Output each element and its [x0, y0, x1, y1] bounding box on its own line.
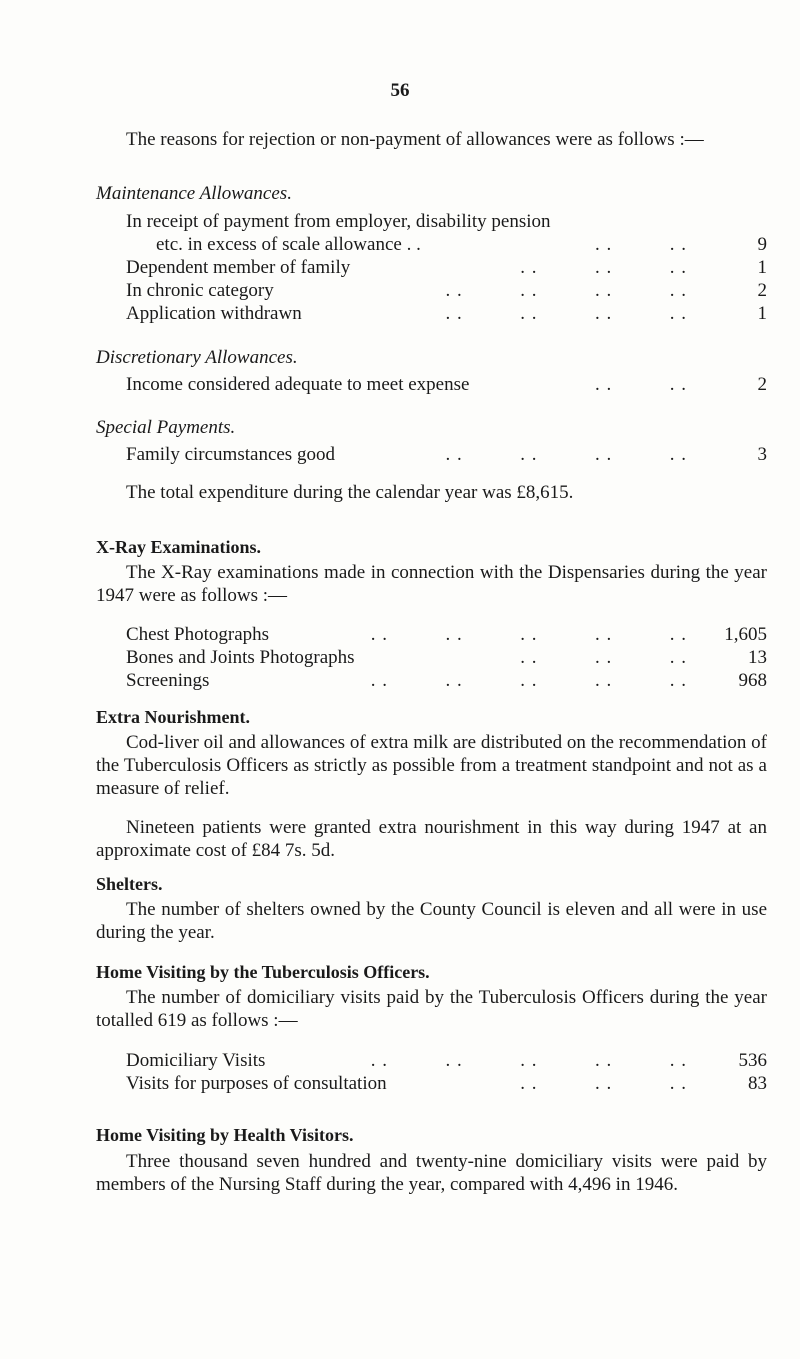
- maintenance-row-2: [126, 256, 767, 279]
- row-label: Visits for purposes of consultation: [126, 1073, 387, 1094]
- home-tb-paragraph: The number of domiciliary visits paid by the Tuberculosis Officers during the year totalled 619 as follows :—: [96, 987, 767, 1031]
- xray-paragraph: The X-Ray examinations made in connection with the Dispensaries during the year 1947 were as follows :—: [96, 562, 767, 606]
- nourishment-heading: Extra Nourishment.: [96, 707, 250, 727]
- leader-dots: . . . .: [595, 374, 687, 395]
- total-text: The total expenditure during the calendar year was £8,615.: [126, 482, 574, 503]
- special-heading: Special Payments.: [96, 417, 236, 438]
- xray-row-2: [126, 646, 767, 669]
- home-hv-heading: Home Visiting by Health Visitors.: [96, 1125, 354, 1145]
- home-tb-row-2: [126, 1072, 767, 1095]
- leader-dots: . . . . . .: [520, 257, 687, 278]
- row-value: 9: [757, 234, 767, 255]
- total-expenditure: [126, 481, 767, 504]
- leader-dots: . . . . . . . .: [445, 303, 687, 324]
- special-row: [126, 443, 767, 466]
- home-tb-heading: Home Visiting by the Tuberculosis Officers.: [96, 962, 430, 982]
- row-label: etc. in excess of scale allowance . .: [156, 234, 421, 255]
- row-value: 1,605: [724, 624, 767, 645]
- leader-dots: . . . .: [595, 234, 687, 255]
- leader-dots: . . . . . . . .: [445, 280, 687, 301]
- leader-dots: . . . . . .: [520, 1073, 687, 1094]
- maintenance-heading: Maintenance Allowances.: [96, 183, 292, 204]
- home-tb-row-1: [126, 1049, 767, 1072]
- maintenance-row-3: [126, 279, 767, 302]
- xray-row-1: [126, 623, 767, 646]
- maintenance-row-4: [126, 302, 767, 325]
- row-value: 83: [748, 1073, 767, 1094]
- leader-dots: . . . . . . . . . .: [370, 1050, 687, 1071]
- nourishment-paragraph-2: Nineteen patients were granted extra nourishment in this way during 1947 at an approximate cost of £84 7s. 5d.: [96, 817, 767, 861]
- row-value: 1: [757, 303, 767, 324]
- row-label: In chronic category: [126, 280, 274, 301]
- row-value: 13: [748, 647, 767, 668]
- maintenance-row-1-line-1: [126, 210, 767, 233]
- leader-dots: . . . . . .: [520, 647, 687, 668]
- xray-row-3: [126, 669, 767, 692]
- shelters-heading: Shelters.: [96, 874, 163, 894]
- xray-heading: X-Ray Examinations.: [96, 537, 262, 557]
- row-label: Income considered adequate to meet expense: [126, 374, 470, 395]
- discretionary-heading: Discretionary Allowances.: [96, 347, 298, 368]
- leader-dots: . . . . . . . . . .: [370, 670, 687, 691]
- row-label: Application withdrawn: [126, 303, 302, 324]
- discretionary-row: [126, 373, 767, 396]
- nourishment-paragraph-1: Cod-liver oil and allowances of extra milk are distributed on the recommendation of the Tuberculosis Officers as strictly as possible from a treatment standpoint and not as a measure of relief.: [96, 732, 767, 799]
- row-label: Dependent member of family: [126, 257, 351, 278]
- row-value: 3: [757, 444, 767, 465]
- shelters-paragraph: The number of shelters owned by the County Council is eleven and all were in use during the year.: [96, 899, 767, 943]
- row-label: Domiciliary Visits: [126, 1050, 266, 1071]
- row-label: In receipt of payment from employer, disability pension: [126, 211, 551, 232]
- intro-paragraph: The reasons for rejection or non-payment of allowances were as follows :—: [126, 129, 704, 150]
- row-label: Bones and Joints Photographs: [126, 647, 355, 668]
- maintenance-row-1: [126, 233, 767, 256]
- leader-dots: . . . . . . . .: [445, 444, 687, 465]
- row-value: 536: [738, 1050, 767, 1071]
- home-hv-paragraph: Three thousand seven hundred and twenty-nine domiciliary visits were paid by members of the Nursing Staff during the year, compared with 4,496 in 1946.: [96, 1151, 767, 1195]
- row-value: 1: [757, 257, 767, 278]
- row-label: Chest Photographs: [126, 624, 270, 645]
- page-number: 56: [390, 80, 410, 101]
- row-value: 2: [757, 374, 767, 395]
- row-label: Screenings: [126, 670, 210, 691]
- row-label: Family circumstances good: [126, 444, 335, 465]
- row-value: 2: [757, 280, 767, 301]
- leader-dots: . . . . . . . . . .: [370, 624, 687, 645]
- row-value: 968: [738, 670, 767, 691]
